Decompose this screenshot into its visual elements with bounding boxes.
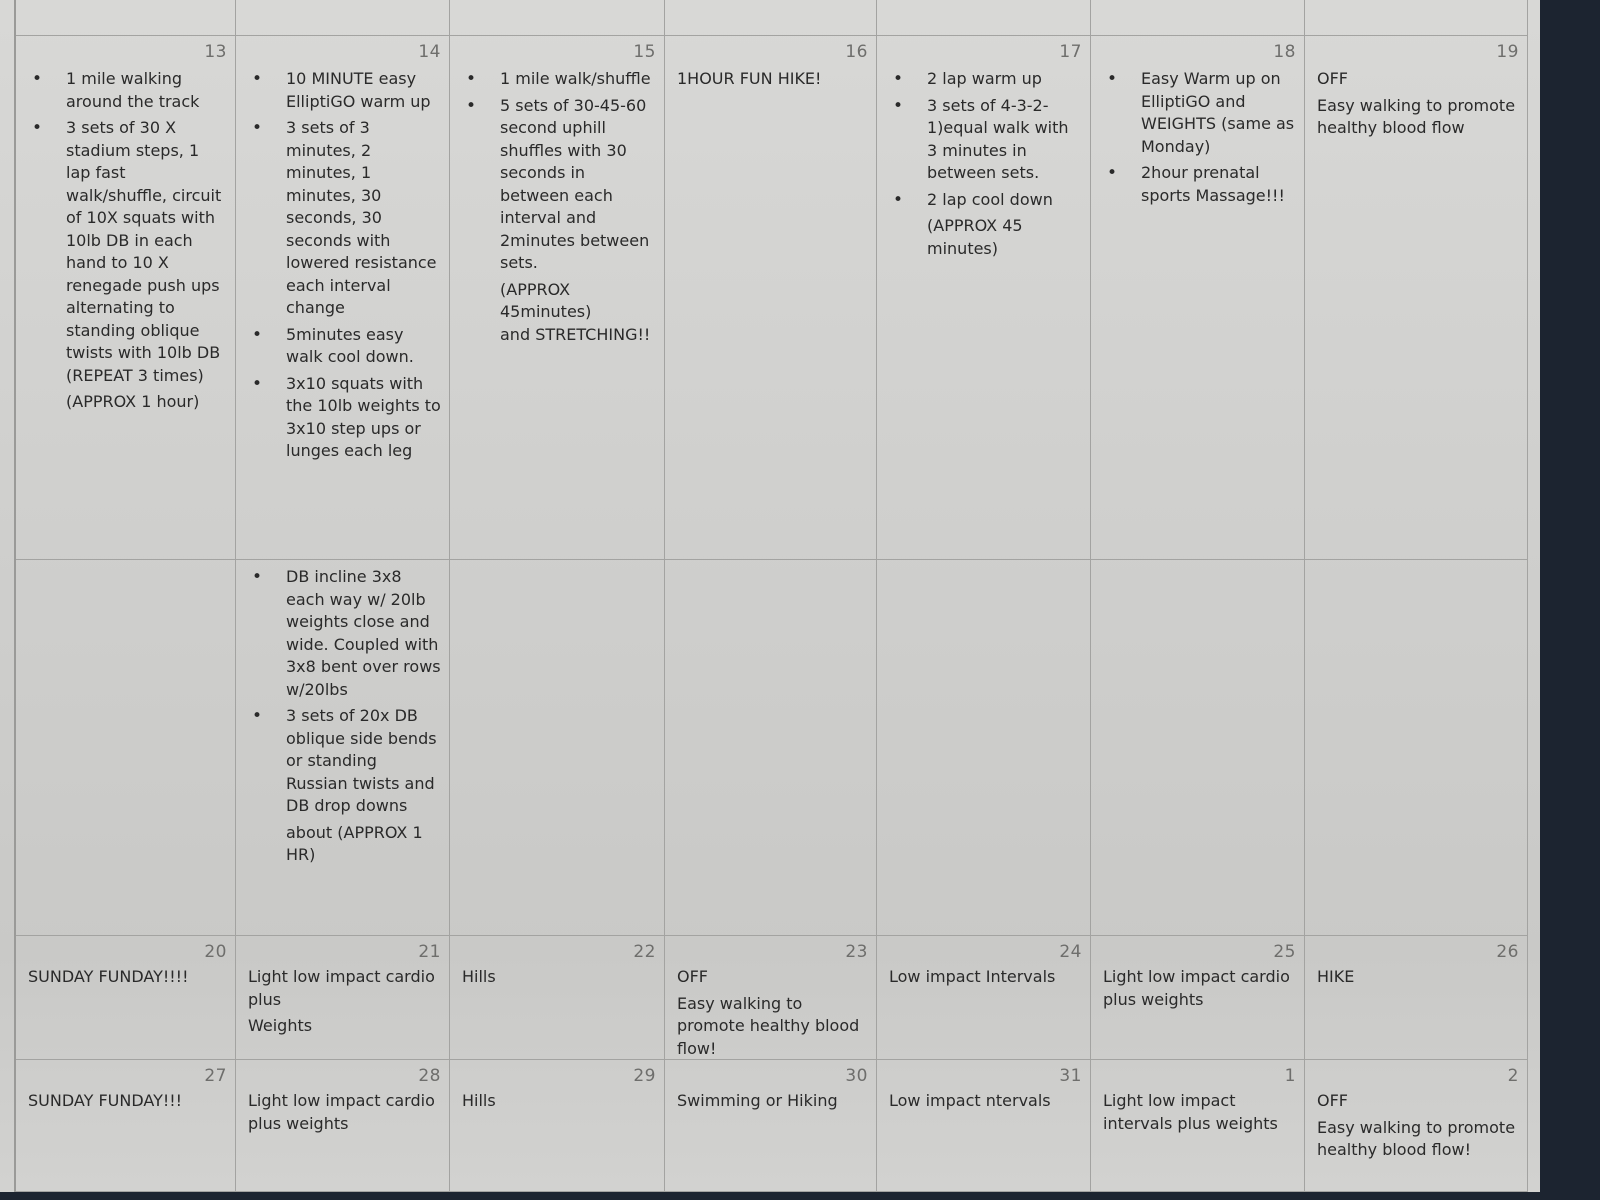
day-number: 24 bbox=[1059, 942, 1082, 962]
workout-text: Swimming or Hiking bbox=[677, 1091, 838, 1110]
day-cell-21 bbox=[236, 936, 450, 1060]
overflow-cell bbox=[1305, 560, 1528, 936]
day-cell-25 bbox=[1091, 936, 1305, 1060]
workout-item: • 1 mile walk/shuffle bbox=[460, 68, 656, 91]
workout-note: (APPROX 45 minutes) bbox=[927, 216, 1023, 258]
overflow-cell bbox=[1091, 560, 1305, 936]
day-cell-1 bbox=[1091, 1060, 1305, 1192]
day-cell-15 bbox=[450, 36, 665, 560]
day-number: 31 bbox=[1059, 1066, 1082, 1086]
workout-note: about (APPROX 1 HR) bbox=[286, 822, 423, 864]
day-number: 25 bbox=[1273, 942, 1296, 962]
header-strip-cell bbox=[665, 0, 877, 36]
day-number: 28 bbox=[418, 1066, 441, 1086]
day-number: 1 bbox=[1284, 1066, 1296, 1086]
day-number: 26 bbox=[1496, 942, 1519, 962]
header-strip-cell bbox=[877, 0, 1091, 36]
day-cell-13 bbox=[16, 36, 236, 560]
day-cell-26 bbox=[1305, 936, 1528, 1060]
overflow-cell bbox=[877, 560, 1091, 936]
overflow-cell bbox=[665, 560, 877, 936]
day-number: 30 bbox=[845, 1066, 868, 1086]
workout-calendar bbox=[14, 0, 1528, 1192]
day-cell-18 bbox=[1091, 36, 1305, 560]
day-cell-23 bbox=[665, 936, 877, 1060]
workout-text: Easy walking to promote healthy blood flow bbox=[1317, 95, 1516, 137]
day-cell-16 bbox=[665, 36, 877, 560]
day-cell-20 bbox=[16, 936, 236, 1060]
workout-item: • 2hour prenatal sports Massage!!! bbox=[1101, 162, 1296, 207]
workout-text: Easy walking to promote healthy blood flow! bbox=[1317, 1117, 1516, 1159]
day-number: 29 bbox=[633, 1066, 656, 1086]
workout-item: • 3 sets of 4-3-2-1)equal walk with 3 minutes in between sets. bbox=[887, 95, 1082, 185]
day-cell-24 bbox=[877, 936, 1091, 1060]
workout-text: Hills bbox=[462, 967, 496, 986]
workout-note: and STRETCHING!! bbox=[500, 324, 651, 344]
day-number: 23 bbox=[845, 942, 868, 962]
day-number: 22 bbox=[633, 942, 656, 962]
workout-item: • 3 sets of 30 X stadium steps, 1 lap fast walk/shuffle, circuit of 10X squats with 10lb DB in each hand to 10 X renegade push ups alternating to standing oblique twists with 10lb DB (REPEAT 3 times) bbox=[26, 117, 227, 387]
workout-note: (APPROX 45minutes) bbox=[500, 279, 592, 321]
header-strip-cell bbox=[16, 0, 236, 36]
day-number: 17 bbox=[1059, 42, 1082, 62]
workout-text: Low impact ntervals bbox=[889, 1091, 1051, 1110]
day-cell-29 bbox=[450, 1060, 665, 1192]
workout-text: OFF bbox=[1317, 69, 1348, 88]
overflow-cell-14 bbox=[236, 560, 450, 936]
day-number: 19 bbox=[1496, 42, 1519, 62]
workout-item: • 3 sets of 20x DB oblique side bends or standing Russian twists and DB drop downs bbox=[246, 705, 441, 818]
day-number: 16 bbox=[845, 42, 868, 62]
workout-item: • 5minutes easy walk cool down. bbox=[246, 324, 441, 369]
workout-item: • 2 lap cool down bbox=[887, 189, 1082, 212]
day-cell-27 bbox=[16, 1060, 236, 1192]
workout-text: Light low impact cardio plus bbox=[248, 967, 435, 1009]
day-number: 21 bbox=[418, 942, 441, 962]
workout-item: • 3x10 squats with the 10lb weights to 3x10 step ups or lunges each leg bbox=[246, 373, 441, 463]
workout-text: Light low impact cardio plus weights bbox=[1103, 967, 1290, 1009]
overflow-cell bbox=[450, 560, 665, 936]
workout-text: HIKE bbox=[1317, 967, 1355, 986]
header-strip-cell bbox=[236, 0, 450, 36]
workout-text: SUNDAY FUNDAY!!!! bbox=[28, 967, 189, 986]
day-number: 20 bbox=[204, 942, 227, 962]
workout-item: • 1 mile walking around the track bbox=[26, 68, 227, 113]
workout-text: Light low impact intervals plus weights bbox=[1103, 1091, 1278, 1133]
day-number: 2 bbox=[1507, 1066, 1519, 1086]
header-strip-cell bbox=[1305, 0, 1528, 36]
day-cell-19 bbox=[1305, 36, 1528, 560]
day-cell-2 bbox=[1305, 1060, 1528, 1192]
workout-text: Low impact Intervals bbox=[889, 967, 1056, 986]
day-cell-17 bbox=[877, 36, 1091, 560]
header-strip-cell bbox=[1091, 0, 1305, 36]
workout-item: • Easy Warm up on ElliptiGO and WEIGHTS (same as Monday) bbox=[1101, 68, 1296, 158]
day-cell-14 bbox=[236, 36, 450, 560]
day-number: 15 bbox=[633, 42, 656, 62]
workout-item: • 3 sets of 3 minutes, 2 minutes, 1 minutes, 30 seconds, 30 seconds with lowered resistance each interval change bbox=[246, 117, 441, 320]
workout-text: Easy walking to promote healthy blood flow! bbox=[677, 993, 860, 1058]
day-cell-31 bbox=[877, 1060, 1091, 1192]
workout-text: 1HOUR FUN HIKE! bbox=[677, 69, 822, 88]
workout-text: Weights bbox=[248, 1016, 313, 1035]
workout-text: Hills bbox=[462, 1091, 496, 1110]
workout-text: OFF bbox=[677, 967, 708, 986]
day-number: 13 bbox=[204, 42, 227, 62]
workout-item: • 5 sets of 30-45-60 second uphill shuffles with 30 seconds in between each interval and 2minutes between sets. bbox=[460, 95, 656, 275]
day-cell-30 bbox=[665, 1060, 877, 1192]
day-cell-28 bbox=[236, 1060, 450, 1192]
day-number: 27 bbox=[204, 1066, 227, 1086]
workout-text: OFF bbox=[1317, 1091, 1348, 1110]
workout-text: SUNDAY FUNDAY!!! bbox=[28, 1091, 183, 1110]
workout-item: • 10 MINUTE easy ElliptiGO warm up bbox=[246, 68, 441, 113]
day-number: 18 bbox=[1273, 42, 1296, 62]
workout-item: • DB incline 3x8 each way w/ 20lb weights close and wide. Coupled with 3x8 bent over rows w/20lbs bbox=[246, 566, 441, 701]
overflow-cell bbox=[16, 560, 236, 936]
day-cell-22 bbox=[450, 936, 665, 1060]
workout-item: • 2 lap warm up bbox=[887, 68, 1082, 91]
day-number: 14 bbox=[418, 42, 441, 62]
workout-text: Light low impact cardio plus weights bbox=[248, 1091, 435, 1133]
workout-note: (APPROX 1 hour) bbox=[66, 392, 200, 411]
header-strip-cell bbox=[450, 0, 665, 36]
